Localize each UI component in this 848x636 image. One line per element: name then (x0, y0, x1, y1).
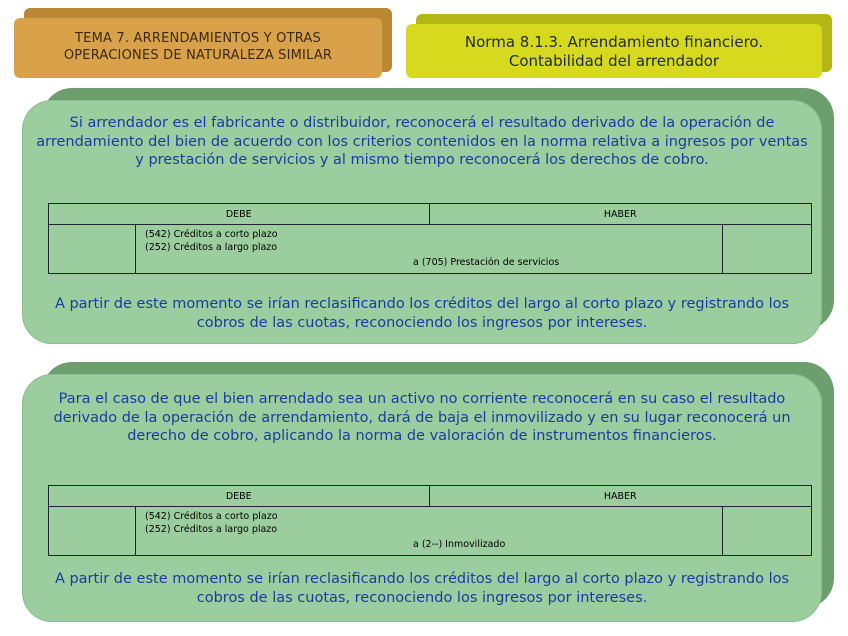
panel-intro-text: Si arrendador es el fabricante o distribuidor, reconocerá el resultado derivado de la operación de arrendamiento del bien de acuerdo con los criterios contenidos en la norma relativa a ingresos por ventas y prestación de servicios y al mismo tiempo reconocerá los derechos de cobro. (36, 115, 808, 168)
journal-entry-table (48, 203, 812, 274)
haber-header: HABER (429, 486, 812, 507)
debit-account-short-term: (542) Créditos a corto plazo (145, 511, 278, 522)
panel-footer-text: A partir de este momento se irían reclasificando los créditos del largo al corto plazo y registrando los cobros de las cuotas, reconociendo los ingresos por intereses. (54, 296, 790, 331)
debit-account-short-term: (542) Créditos a corto plazo (145, 229, 278, 240)
credit-account: a (2--) Inmovilizado (413, 539, 506, 550)
credit-account: a (705) Prestación de servicios (413, 257, 560, 268)
journal-entry-table (48, 485, 812, 556)
norm-title-line2: Contabilidad del arrendador (508, 52, 720, 70)
panel-face (22, 374, 822, 622)
topic-title-line2: OPERACIONES DE NATURALEZA SIMILAR (63, 48, 333, 63)
panel-face (22, 100, 822, 344)
credit-amount-cell (723, 507, 812, 556)
topic-header (14, 8, 392, 78)
haber-header: HABER (429, 204, 812, 225)
debe-header: DEBE (49, 486, 430, 507)
debit-amount-cell (49, 225, 136, 274)
debe-header: DEBE (49, 204, 430, 225)
norm-header-face (406, 24, 822, 78)
norm-title-line1: Norma 8.1.3. Arrendamiento financiero. (464, 33, 764, 51)
debit-account-long-term: (252) Créditos a largo plazo (145, 524, 278, 535)
debit-account-long-term: (252) Créditos a largo plazo (145, 242, 278, 253)
panel-noncurrent-asset (12, 362, 834, 622)
entry-accounts-cell (136, 225, 723, 274)
credit-amount-cell (723, 225, 812, 274)
panel-intro-text: Para el caso de que el bien arrendado sea un activo no corriente reconocerá en su caso el resultado derivado de la operación de arrendamiento, dará de baja el inmovilizado y en su lugar reconocerá un derecho de cobro, aplicando la norma de valoración de instrumentos financieros. (53, 391, 791, 444)
entry-accounts-cell (136, 507, 723, 556)
panel-footer-text: A partir de este momento se irían reclasificando los créditos del largo al corto plazo y registrando los cobros de las cuotas, reconociendo los ingresos por intereses. (54, 571, 790, 606)
panel-manufacturer-lessor (12, 88, 834, 344)
norm-header (406, 14, 832, 78)
debit-amount-cell (49, 507, 136, 556)
topic-title-line1: TEMA 7. ARRENDAMIENTOS Y OTRAS (75, 31, 321, 46)
topic-header-face (14, 18, 382, 78)
